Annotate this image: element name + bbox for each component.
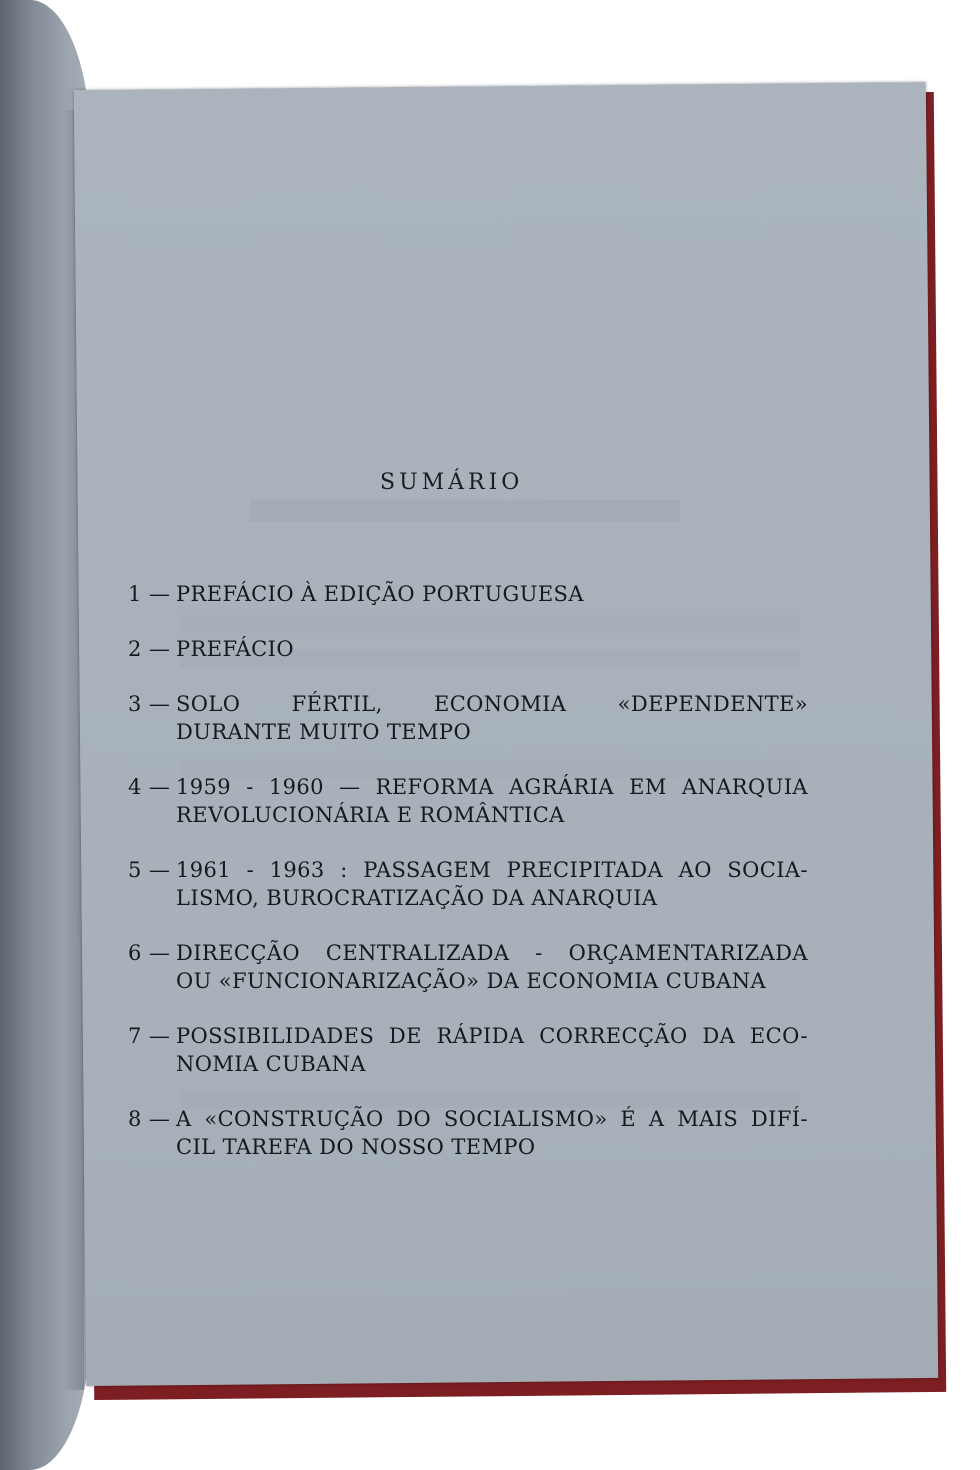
- toc-entry-title: [176, 1105, 808, 1161]
- toc-entry: [128, 939, 808, 995]
- toc-entry-title: [176, 856, 808, 912]
- toc-entry-line: REVOLUCIONÁRIA E ROMÂNTICA: [176, 803, 565, 827]
- toc-entry-number: 4 —: [128, 775, 171, 799]
- toc-entry-line: PREFÁCIO: [176, 637, 294, 661]
- toc-entry-line: DIRECÇÃO CENTRALIZADA - ORÇAMENTARIZADA: [176, 941, 808, 965]
- toc-entry-number: 2 —: [128, 637, 171, 661]
- toc-entry-line: PREFÁCIO À EDIÇÃO PORTUGUESA: [176, 582, 584, 606]
- toc-entry: [128, 1105, 808, 1161]
- toc-entry-line: OU «FUNCIONARIZAÇÃO» DA ECONOMIA CUBANA: [176, 969, 767, 993]
- toc-entry: [128, 856, 808, 912]
- toc-entry: [128, 690, 808, 746]
- toc-entry-title: [176, 773, 808, 829]
- toc-entry-line: 1959 - 1960 — REFORMA AGRÁRIA EM ANARQUIA: [176, 775, 808, 799]
- toc-entry-number: 7 —: [128, 1024, 171, 1048]
- toc-entry-line: A «CONSTRUÇÃO DO SOCIALISMO» É A MAIS DIFÍ-: [176, 1107, 808, 1131]
- toc-entry-title: [176, 1022, 808, 1078]
- toc-entry-number: 3 —: [128, 692, 171, 716]
- toc-entry-line: SOLO FÉRTIL, ECONOMIA «DEPENDENTE»: [176, 692, 808, 716]
- toc-entry-title: [176, 690, 808, 746]
- toc-entry: [128, 580, 808, 608]
- table-of-contents: [128, 580, 808, 1161]
- toc-entry: [128, 635, 808, 663]
- show-through-band: [250, 500, 680, 522]
- toc-entry: [128, 1022, 808, 1078]
- toc-entry-line: 1961 - 1963 : PASSAGEM PRECIPITADA AO SOCIA-: [176, 858, 808, 882]
- toc-entry-line: LISMO, BUROCRATIZAÇÃO DA ANARQUIA: [176, 886, 658, 910]
- toc-entry-number: 6 —: [128, 941, 171, 965]
- toc-entry-line: DURANTE MUITO TEMPO: [176, 720, 472, 744]
- toc-entry-line: CIL TAREFA DO NOSSO TEMPO: [176, 1135, 536, 1159]
- toc-entry-number: 1 —: [128, 582, 171, 606]
- toc-entry: [128, 773, 808, 829]
- page-title: SUMÁRIO: [380, 470, 524, 495]
- toc-entry-title: [176, 939, 808, 995]
- toc-entry-title: [176, 580, 808, 608]
- toc-entry-number: 8 —: [128, 1107, 171, 1131]
- toc-entry-title: [176, 635, 808, 663]
- toc-entry-number: 5 —: [128, 858, 171, 882]
- toc-entry-line: POSSIBILIDADES DE RÁPIDA CORRECÇÃO DA ECO-: [176, 1024, 808, 1048]
- toc-entry-line: NOMIA CUBANA: [176, 1052, 366, 1076]
